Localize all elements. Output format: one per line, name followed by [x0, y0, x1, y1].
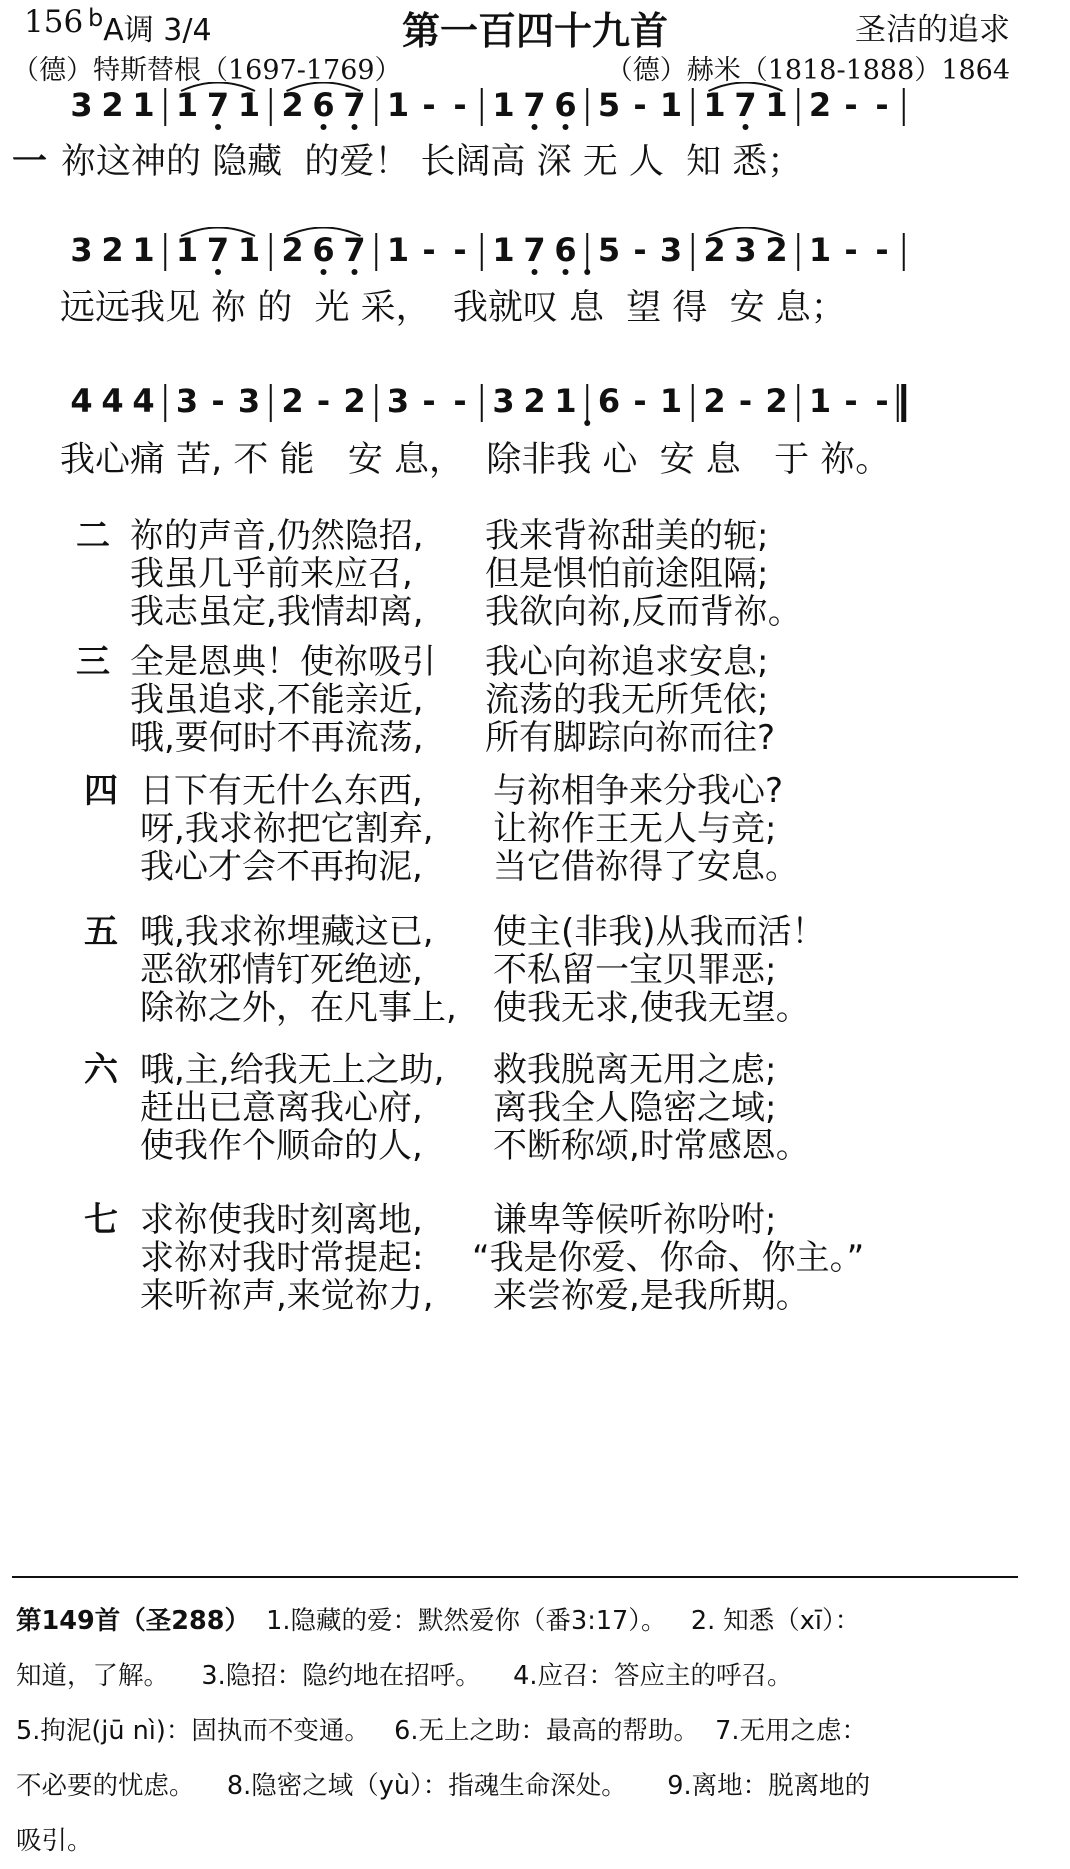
verse-line: 我心向祢追求安息; — [485, 642, 769, 682]
footnote-line — [16, 1594, 1036, 1649]
notation-row-1 — [0, 82, 1070, 142]
verse-5 — [0, 904, 1070, 1028]
note-dash: - — [211, 382, 225, 420]
note-digit: 7 — [523, 86, 546, 124]
verse-line: 求祢对我时常提起: — [140, 1238, 424, 1278]
octave-dot — [532, 124, 538, 130]
note-digit: 3 — [659, 231, 683, 269]
note-dash: - — [738, 382, 753, 420]
verse-line: 赶出已意离我心府, — [140, 1088, 423, 1128]
verse-7 — [0, 1192, 1070, 1316]
footnote-text: 1.隐藏的爱：默然爱你（番3:17）。 2. 知悉（xī）： — [249, 1606, 861, 1636]
footnotes — [16, 1594, 1036, 1869]
verse-number: 三 — [76, 642, 110, 682]
note-digit: 6 — [554, 86, 577, 124]
verse-line: 来尝祢爱,是我所期。 — [493, 1276, 810, 1316]
note-digit: 1 — [492, 86, 515, 124]
footnote-line: 5.拘泥(jū nì)：固执而不变通。 6.无上之助：最高的帮助。 7.无用之虑： — [16, 1716, 868, 1746]
note-digit: 2 — [101, 231, 124, 269]
note-digit: 3 — [175, 382, 199, 420]
note-digit: 1 — [659, 86, 683, 124]
note-digit: 1 — [492, 231, 515, 269]
hymn-title: 第一百四十九首 — [401, 9, 668, 53]
note-dash: - — [875, 231, 889, 269]
note-digit: 2 — [765, 382, 788, 420]
note-digit: 1 — [554, 382, 577, 420]
verse-number: 六 — [84, 1050, 118, 1090]
composer: （德）赫米（1818-1888）1864 — [605, 55, 1010, 86]
note-digit: 7 — [734, 86, 757, 124]
note-digit: 1 — [386, 231, 410, 269]
note-dash: - — [844, 231, 858, 269]
verse-line: 来听祢声,来觉祢力, — [140, 1276, 434, 1316]
footnote-line: 知道，了解。 3.隐招：隐约地在招呼。 4.应召：答应主的呼召。 — [16, 1661, 793, 1691]
note-digit: 7 — [206, 231, 230, 269]
verse-line: 离我全人隐密之域; — [493, 1088, 777, 1128]
note-digit: 2 — [765, 231, 788, 269]
note-digit: 3 — [492, 382, 515, 420]
verse-line: 祢的声音,仍然隐招, — [130, 516, 424, 556]
key-text: A调 3/4 — [103, 13, 212, 48]
note-digit: 1 — [237, 86, 261, 124]
verse-number: 五 — [84, 912, 118, 952]
lyric-text: 祢这神的 隐藏 的爱！ 长阔高 深 无 人 知 悉； — [61, 142, 803, 182]
note-digit: 4 — [132, 382, 155, 420]
verse-line: “我是你爱、你命、你主。” — [472, 1238, 865, 1278]
note-dash: - — [453, 382, 467, 420]
verse-line: 让祢作王无人与竞; — [493, 809, 777, 849]
note-dash: - — [633, 231, 647, 269]
note-digit: 1 — [659, 382, 683, 420]
note-digit: 1 — [703, 86, 726, 124]
note-dash: - — [844, 86, 858, 124]
verse-number: 二 — [76, 516, 110, 556]
note-dash: - — [422, 382, 436, 420]
note-digit: 1 — [175, 231, 199, 269]
note-digit: 5 — [597, 231, 621, 269]
verse-line: 我来背祢甜美的轭; — [485, 516, 769, 556]
octave-dot — [563, 124, 569, 130]
note-digit: 3 — [237, 382, 261, 420]
octave-dot — [584, 420, 590, 426]
octave-dot — [321, 269, 327, 275]
note-digit: 3 — [734, 231, 757, 269]
note-digit: 3 — [70, 231, 93, 269]
verse-line: 我志虽定,我情却离, — [130, 592, 424, 632]
note-dash: - — [422, 86, 436, 124]
note-digit: 1 — [808, 382, 832, 420]
verse-line: 恶欲邪情钉死绝迹, — [140, 950, 423, 990]
verse-line: 与祢相争来分我心? — [493, 771, 784, 811]
note-digit: 2 — [703, 231, 726, 269]
note-digit: 2 — [343, 382, 366, 420]
octave-dot — [563, 269, 569, 275]
note-dash: - — [453, 231, 467, 269]
verse-number: 七 — [84, 1200, 118, 1240]
note-digit: 6 — [597, 382, 621, 420]
verse-line: 使我无求,使我无望。 — [493, 988, 810, 1028]
note-dash: - — [633, 86, 647, 124]
note-digit: 2 — [808, 86, 832, 124]
lyric-text: 我心痛 苦, 不 能 安 息， 除非我 心 安 息 于 祢。 — [60, 440, 891, 480]
lyric-line-1 — [12, 134, 802, 184]
verse-line: 但是惧怕前途阻隔; — [485, 554, 769, 594]
lyric-line-3 — [60, 432, 890, 482]
octave-dot — [215, 124, 221, 130]
verse-number-1: 一 — [12, 142, 48, 182]
verse-4 — [0, 763, 1070, 887]
footnote-line: 吸引。 — [16, 1826, 93, 1856]
note-dash: - — [875, 86, 889, 124]
note-digit: 7 — [206, 86, 230, 124]
note-digit: 1 — [175, 86, 199, 124]
note-digit: 2 — [281, 86, 304, 124]
verse-line: 当它借祢得了安息。 — [493, 847, 799, 887]
verse-line: 所有脚踪向祢而往? — [485, 718, 776, 758]
note-digit: 1 — [765, 86, 788, 124]
verse-6 — [0, 1042, 1070, 1166]
verse-line: 哦,要何时不再流荡, — [130, 718, 424, 758]
divider — [12, 1576, 1018, 1578]
note-digit: 2 — [281, 382, 304, 420]
footnote-line: 不必要的忧虑。 8.隐密之域（yù）：指魂生命深处。 9.离地：脱离地的 — [16, 1771, 871, 1801]
flat-sign: b — [88, 4, 104, 32]
note-dash: - — [453, 86, 467, 124]
verse-line: 我心才会不再拘泥, — [140, 847, 423, 887]
verse-line: 哦,我求祢埋藏这已, — [140, 912, 434, 952]
note-digit: 1 — [386, 86, 410, 124]
note-digit: 2 — [703, 382, 726, 420]
verse-line: 我虽几乎前来应召, — [130, 554, 413, 594]
hymn-category: 圣洁的追求 — [855, 12, 1010, 48]
note-digit: 5 — [597, 86, 621, 124]
verse-line: 呀,我求祢把它割弃, — [140, 809, 434, 849]
note-dash: - — [844, 382, 858, 420]
note-digit: 2 — [281, 231, 304, 269]
note-digit: 7 — [343, 86, 366, 124]
verse-line: 哦,主,给我无上之助, — [140, 1050, 445, 1090]
verse-line: 全是恩典！使祢吸引 — [130, 642, 436, 682]
notation-row-3 — [0, 378, 1070, 438]
lyric-text: 远远我见 祢 的 光 采， 我就叹 息 望 得 安 息； — [60, 288, 846, 328]
verse-line: 我欲向祢,反而背祢。 — [485, 592, 802, 632]
note-digit: 1 — [132, 86, 155, 124]
lyric-line-2 — [60, 280, 846, 330]
octave-dot — [321, 124, 327, 130]
note-digit: 4 — [101, 382, 124, 420]
verse-line: 使我作个顺命的人, — [140, 1126, 423, 1166]
note-dash: - — [875, 382, 889, 420]
verse-line: 不断称颂,时常感恩。 — [493, 1126, 810, 1166]
verse-3 — [0, 634, 1070, 758]
note-digit: 6 — [312, 86, 335, 124]
verse-line: 不私留一宝贝罪恶; — [493, 950, 777, 990]
verse-line: 日下有无什么东西, — [140, 771, 423, 811]
note-digit: 3 — [70, 86, 93, 124]
octave-dot — [584, 269, 590, 275]
verse-line: 使主(非我)从我而活！ — [493, 912, 826, 952]
note-digit: 2 — [101, 86, 124, 124]
note-digit: 1 — [132, 231, 155, 269]
note-digit: 1 — [237, 231, 261, 269]
footnote-label: 第149首（圣288） — [16, 1606, 250, 1636]
note-digit: 4 — [70, 382, 93, 420]
verse-line: 我虽追求,不能亲近, — [130, 680, 424, 720]
page-number: 156 — [24, 4, 84, 40]
octave-dot — [215, 269, 221, 275]
verse-line: 救我脱离无用之虑; — [493, 1050, 777, 1090]
octave-dot — [352, 124, 358, 130]
verse-line: 求祢使我时刻离地, — [140, 1200, 423, 1240]
verse-line: 除祢之外，在凡事上, — [140, 988, 457, 1028]
octave-dot — [743, 124, 749, 130]
lyricist: （德）特斯替根（1697-1769） — [12, 55, 402, 86]
note-digit: 1 — [808, 231, 832, 269]
note-dash: - — [316, 382, 331, 420]
verse-number: 四 — [84, 771, 118, 811]
octave-dot — [352, 269, 358, 275]
verse-2 — [0, 508, 1070, 632]
verse-line: 谦卑等候听祢吩咐; — [493, 1200, 777, 1240]
note-dash: - — [633, 382, 647, 420]
note-digit: 6 — [312, 231, 335, 269]
notation-row-2 — [0, 227, 1070, 287]
note-digit: 3 — [386, 382, 410, 420]
note-digit: 7 — [343, 231, 366, 269]
note-digit: 2 — [523, 382, 546, 420]
octave-dot — [532, 269, 538, 275]
note-digit: 7 — [523, 231, 546, 269]
verse-line: 流荡的我无所凭依; — [485, 680, 769, 720]
note-dash: - — [422, 231, 436, 269]
note-digit: 6 — [554, 231, 577, 269]
